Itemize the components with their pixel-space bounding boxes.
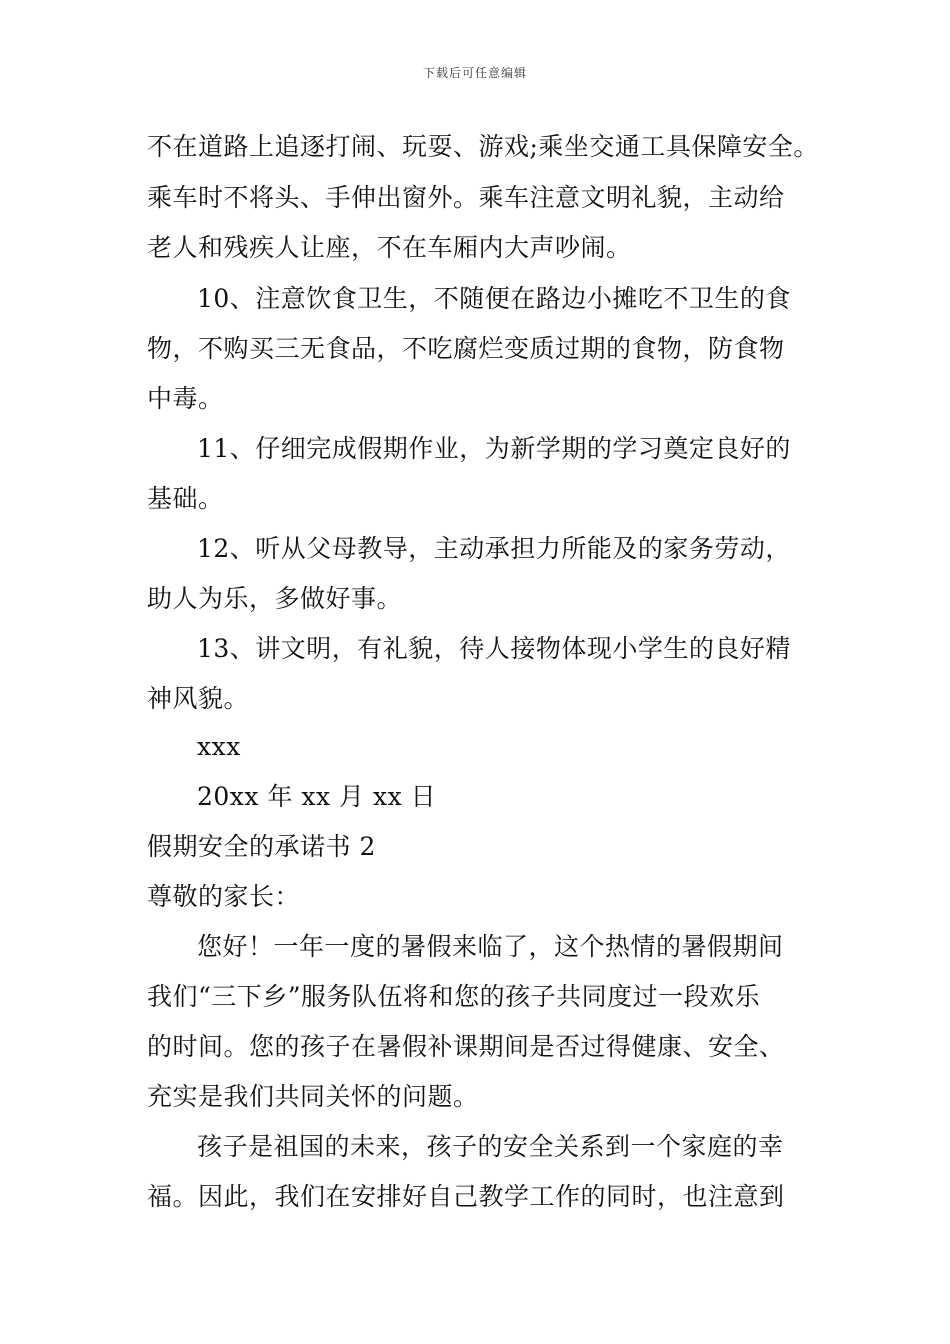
signature-name: xxx xyxy=(197,732,241,761)
text-line: 11、仔细完成假期作业，为新学期的学习奠定良好的 xyxy=(197,434,791,463)
text-line: 不在道路上追逐打闹、玩耍、游戏;乘坐交通工具保障安全。 xyxy=(147,132,819,161)
text-line: 我们“三下乡”服务队伍将和您的孩子共同度过一段欢乐 xyxy=(147,982,761,1011)
text-line: 助人为乐，多做好事。 xyxy=(147,584,403,613)
text-line: 的时间。您的孩子在暑假补课期间是否过得健康、安全、 xyxy=(147,1032,785,1061)
text-line: 您好！一年一度的暑假来临了，这个热情的暑假期间 xyxy=(197,932,784,961)
text-line: 12、听从父母教导，主动承担力所能及的家务劳动， xyxy=(197,534,791,563)
text-line: 10、注意饮食卫生，不随便在路边小摊吃不卫生的食 xyxy=(197,284,791,313)
text-line: 乘车时不将头、手伸出窗外。乘车注意文明礼貌，主动给 xyxy=(147,183,785,212)
text-line: 充实是我们共同关怀的问题。 xyxy=(147,1082,479,1111)
section-title: 假期安全的承诺书 2 xyxy=(147,832,376,861)
page-header-note: 下载后可任意编辑 xyxy=(422,66,527,80)
text-line: 基础。 xyxy=(147,484,224,513)
text-line: 福。因此，我们在安排好自己教学工作的同时，也注意到 xyxy=(147,1182,785,1211)
text-line: 13、讲文明，有礼貌，待人接物体现小学生的良好精 xyxy=(197,634,791,663)
salutation: 尊敬的家长： xyxy=(147,882,301,911)
signature-date: 20xx 年 xx 月 xx 日 xyxy=(197,782,437,811)
text-line: 物，不购买三无食品，不吃腐烂变质过期的食物，防食物 xyxy=(147,334,785,363)
text-line: 老人和残疾人让座，不在车厢内大声吵闹。 xyxy=(147,233,632,262)
text-line: 孩子是祖国的未来，孩子的安全关系到一个家庭的幸 xyxy=(197,1132,784,1161)
text-line: 中毒。 xyxy=(147,384,224,413)
text-line: 神风貌。 xyxy=(147,684,250,713)
